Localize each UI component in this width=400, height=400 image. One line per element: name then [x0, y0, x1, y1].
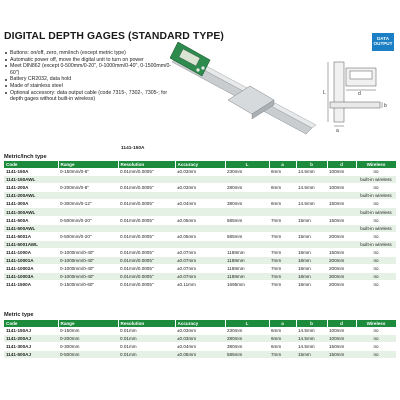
table-cell [58, 176, 118, 184]
column-header: b [296, 161, 327, 168]
dimension-label-l: L [323, 90, 326, 96]
table-cell: 1141-300AWL [4, 208, 58, 216]
table-cell: 14.5mm [296, 343, 327, 351]
table-cell [269, 240, 296, 248]
table-cell: 14.5mm [296, 184, 327, 192]
table-cell: 0.01mm [118, 327, 175, 335]
column-header: Range [58, 161, 118, 168]
table-cell: 585mm [225, 351, 269, 359]
table-cell: 100mm [327, 168, 356, 176]
metric-inch-section-title: Metric/Inch type [4, 154, 47, 160]
table-cell [118, 208, 175, 216]
table-cell: 1188mm [225, 257, 269, 265]
table-cell: 100mm [327, 184, 356, 192]
table-cell: 6mm [269, 184, 296, 192]
table-cell: 1141-500A [4, 216, 58, 224]
table-row [4, 265, 396, 273]
page-title: DIGITAL DEPTH GAGES (STANDARD TYPE) [4, 31, 224, 42]
table-cell: 200mm [327, 281, 356, 289]
table-cell [327, 208, 356, 216]
table-cell: 230mm [225, 168, 269, 176]
table-cell: built-in wireless [356, 240, 396, 248]
table-cell: 150mm [327, 200, 356, 208]
model-caption: 1141-150A [121, 146, 145, 151]
table-cell [58, 192, 118, 200]
table-cell [269, 224, 296, 232]
table-cell [118, 224, 175, 232]
table-cell: ±0.03mm [175, 184, 225, 192]
table-cell: 585mm [225, 216, 269, 224]
table-cell: no [356, 327, 396, 335]
table-cell [225, 224, 269, 232]
column-header: Accuracy [175, 161, 225, 168]
table-cell: 380mm [225, 343, 269, 351]
table-cell: ±0.03mm [175, 168, 225, 176]
table-cell: no [356, 273, 396, 281]
table-cell: 0.01mm/0.0005" [118, 232, 175, 240]
table-cell: 0.01mm/0.0005" [118, 265, 175, 273]
table-cell: 0.01mm/0.0005" [118, 257, 175, 265]
feature-item: Buttons: on/off, zero, mm/inch (except metric type) [4, 50, 174, 57]
table-row [4, 273, 396, 281]
column-header: a [269, 320, 296, 327]
dimension-label-a: a [336, 128, 339, 134]
table-cell: 0-150mm/0-6" [58, 168, 118, 176]
table-cell: no [356, 265, 396, 273]
table-cell: 14.5mm [296, 327, 327, 335]
table-cell: 1141-200AWL [4, 192, 58, 200]
table-cell: 100mm [327, 335, 356, 343]
table-cell: 1695mm [225, 281, 269, 289]
product-illustration-area [170, 42, 400, 150]
table-cell: ±0.05mm [175, 232, 225, 240]
table-cell: 1141-150A [4, 168, 58, 176]
table-cell: 7mm [269, 265, 296, 273]
table-cell: 300mm [327, 273, 356, 281]
table-cell [269, 192, 296, 200]
table-cell: 200mm [327, 265, 356, 273]
table-cell: ±0.04mm [175, 200, 225, 208]
data-output-badge [372, 33, 394, 51]
table-cell: 380mm [225, 200, 269, 208]
table-cell: 0-200mm [58, 335, 118, 343]
table-cell [175, 240, 225, 248]
table-cell: 0-1500mm/0-60" [58, 281, 118, 289]
feature-list [4, 50, 174, 103]
table-row [4, 281, 396, 289]
table-cell: 150mm [327, 216, 356, 224]
table-row [4, 232, 396, 240]
table-row [4, 335, 396, 343]
table-cell [327, 192, 356, 200]
table-cell: 0.01mm/0.0005" [118, 248, 175, 256]
table-cell [175, 176, 225, 184]
table-cell: 7mm [269, 257, 296, 265]
column-header: Code [4, 161, 58, 168]
table-cell: 280mm [225, 335, 269, 343]
table-cell: 1141-10003A [4, 273, 58, 281]
table-cell: 1141-150AWL [4, 176, 58, 184]
dimension-label-b: b [384, 103, 387, 109]
table-cell: 0.01mm/0.0005" [118, 216, 175, 224]
table-cell: 6mm [269, 343, 296, 351]
table-cell: 1141-150AJ [4, 327, 58, 335]
table-cell: ±0.03mm [175, 327, 225, 335]
table-cell: 1141-1000A [4, 248, 58, 256]
table-cell: ±0.04mm [175, 343, 225, 351]
table-cell: ±0.07mm [175, 257, 225, 265]
badge-line-2: OUTPUT [373, 41, 393, 47]
table-cell [296, 240, 327, 248]
table-cell: 0-300mm/0-12" [58, 200, 118, 208]
table-cell: 18mm [296, 265, 327, 273]
table-cell: built-in wireless [356, 192, 396, 200]
table-cell: 7mm [269, 216, 296, 224]
table-row [4, 248, 396, 256]
feature-item: Meet DIN862 (except 0-500mm/0-20", 0-1000mm/0-40", 0-1500mm/0-60") [4, 63, 174, 76]
table-cell: ±0.03mm [175, 335, 225, 343]
table-header-row [4, 161, 396, 168]
table-cell: built-in wireless [356, 176, 396, 184]
table-cell: 14.5mm [296, 168, 327, 176]
table-cell: ±0.07mm [175, 273, 225, 281]
table-cell: 7mm [269, 273, 296, 281]
table-cell [58, 208, 118, 216]
table-cell: 15mm [296, 232, 327, 240]
table-cell [296, 176, 327, 184]
column-header: Code [4, 320, 58, 327]
column-header: L [225, 161, 269, 168]
table-cell: ±0.11mm [175, 281, 225, 289]
table-header-row [4, 320, 396, 327]
table-cell: 100mm [327, 327, 356, 335]
table-cell: 0.01mm [118, 335, 175, 343]
table-cell: 0-1000mm/0-40" [58, 265, 118, 273]
table-cell: 280mm [225, 184, 269, 192]
table-cell [269, 208, 296, 216]
table-cell: no [356, 281, 396, 289]
table-cell: 1141-300AJ [4, 343, 58, 351]
table-cell: 18mm [296, 248, 327, 256]
metric-inch-spec-table [4, 161, 397, 289]
table-cell: 6mm [269, 200, 296, 208]
table-cell: 1141-5001AWL [4, 240, 58, 248]
column-header: d [327, 161, 356, 168]
column-header: Resolution [118, 320, 175, 327]
table-row [4, 257, 396, 265]
table-cell [225, 208, 269, 216]
table-cell: 1141-200A [4, 184, 58, 192]
table-row [4, 200, 396, 208]
table-cell: no [356, 184, 396, 192]
table-cell: 7mm [269, 281, 296, 289]
table-cell: no [356, 257, 396, 265]
table-cell: 1141-5001A [4, 232, 58, 240]
table-row [4, 327, 396, 335]
feature-item: Made of stainless steel [4, 83, 174, 90]
table-cell: 0-500mm/0-20" [58, 216, 118, 224]
table-cell [225, 240, 269, 248]
table-cell: 0.01mm [118, 351, 175, 359]
table-cell: 1188mm [225, 273, 269, 281]
table-cell [118, 192, 175, 200]
table-cell: 150mm [327, 351, 356, 359]
dimension-drawing [328, 62, 382, 126]
table-cell: 18mm [296, 273, 327, 281]
table-cell: no [356, 335, 396, 343]
table-cell: no [356, 168, 396, 176]
table-cell: built-in wireless [356, 224, 396, 232]
table-cell [58, 224, 118, 232]
table-cell: ±0.07mm [175, 248, 225, 256]
table-cell: no [356, 351, 396, 359]
table-cell [296, 224, 327, 232]
table-cell: 6mm [269, 327, 296, 335]
table-cell: 7mm [269, 351, 296, 359]
depth-gage-icon [170, 42, 316, 134]
table-cell: 1141-10001A [4, 257, 58, 265]
table-cell: ±0.05mm [175, 351, 225, 359]
table-cell [118, 240, 175, 248]
table-cell [175, 208, 225, 216]
table-cell: 0-1000mm/0-40" [58, 248, 118, 256]
table-cell: 1141-1500A [4, 281, 58, 289]
table-cell [225, 192, 269, 200]
table-cell: 15mm [296, 351, 327, 359]
table-cell [118, 176, 175, 184]
column-header: Wireless [356, 320, 396, 327]
table-row [4, 216, 396, 224]
table-cell: 585mm [225, 232, 269, 240]
table-cell: 1141-500AWL [4, 224, 58, 232]
table-cell: 1188mm [225, 248, 269, 256]
table-cell: 0-300mm [58, 343, 118, 351]
table-cell: ±0.07mm [175, 265, 225, 273]
table-cell: 18mm [296, 257, 327, 265]
table-cell [327, 176, 356, 184]
table-cell [175, 192, 225, 200]
table-cell: 1141-500AJ [4, 351, 58, 359]
table-cell: 1141-10002A [4, 265, 58, 273]
table-cell: 0.01mm/0.0005" [118, 168, 175, 176]
table-cell: no [356, 216, 396, 224]
table-cell: 14.5mm [296, 335, 327, 343]
table-cell: 200mm [327, 232, 356, 240]
table-cell: 0.01mm/0.0005" [118, 273, 175, 281]
table-cell: 7mm [269, 248, 296, 256]
table-cell: 15mm [296, 216, 327, 224]
table-cell [327, 224, 356, 232]
depth-gage-illustration [170, 42, 400, 150]
table-cell: 6mm [269, 335, 296, 343]
table-cell: 150mm [327, 248, 356, 256]
column-header: Resolution [118, 161, 175, 168]
table-cell: ±0.05mm [175, 216, 225, 224]
table-cell: 0-500mm/0-20" [58, 232, 118, 240]
column-header: L [225, 320, 269, 327]
table-cell: no [356, 232, 396, 240]
table-cell: 1188mm [225, 265, 269, 273]
table-cell: 0.01mm [118, 343, 175, 351]
table-cell: 1141-300A [4, 200, 58, 208]
table-cell [58, 240, 118, 248]
feature-item: Battery CR2032, data hold [4, 76, 174, 83]
table-cell: 0.01mm/0.0005" [118, 281, 175, 289]
dimension-label-d: d [358, 91, 361, 97]
table-row [4, 240, 396, 248]
table-row [4, 351, 396, 359]
feature-item: Optional accessory: data output cable (code 7315-, 7302-, 7305-; for depth gages without built-in wireless) [4, 90, 174, 103]
table-cell: 0.01mm/0.0005" [118, 184, 175, 192]
metric-section-title: Metric type [4, 312, 34, 318]
table-cell [269, 176, 296, 184]
table-cell [225, 176, 269, 184]
column-header: Accuracy [175, 320, 225, 327]
metric-spec-table [4, 320, 397, 359]
table-cell [175, 224, 225, 232]
table-row [4, 343, 396, 351]
table-cell: 14.5mm [296, 200, 327, 208]
column-header: b [296, 320, 327, 327]
table-cell [296, 208, 327, 216]
table-cell [296, 192, 327, 200]
table-cell: 7mm [269, 232, 296, 240]
column-header: Range [58, 320, 118, 327]
table-cell: 0-1000mm/0-40" [58, 257, 118, 265]
table-row [4, 176, 396, 184]
table-cell: 200mm [327, 257, 356, 265]
table-row [4, 184, 396, 192]
table-cell: no [356, 248, 396, 256]
table-row [4, 208, 396, 216]
column-header: a [269, 161, 296, 168]
table-cell: 1141-200AJ [4, 335, 58, 343]
table-cell: 230mm [225, 327, 269, 335]
table-cell: 18mm [296, 281, 327, 289]
table-row [4, 168, 396, 176]
feature-item: Automatic power off, move the digital unit to turn on power [4, 57, 174, 64]
table-cell: built-in wireless [356, 208, 396, 216]
table-cell: 0-1000mm/0-40" [58, 273, 118, 281]
table-cell: 0-150mm [58, 327, 118, 335]
column-header: d [327, 320, 356, 327]
column-header: Wireless [356, 161, 396, 168]
table-cell: no [356, 200, 396, 208]
table-cell: 0-200mm/0-8" [58, 184, 118, 192]
table-cell: 150mm [327, 343, 356, 351]
table-cell: 6mm [269, 168, 296, 176]
table-cell: 0-500mm [58, 351, 118, 359]
table-cell: 0.01mm/0.0005" [118, 200, 175, 208]
table-cell [327, 240, 356, 248]
table-cell: no [356, 343, 396, 351]
badge-line-1: DATA [376, 36, 390, 41]
table-row [4, 192, 396, 200]
table-row [4, 224, 396, 232]
